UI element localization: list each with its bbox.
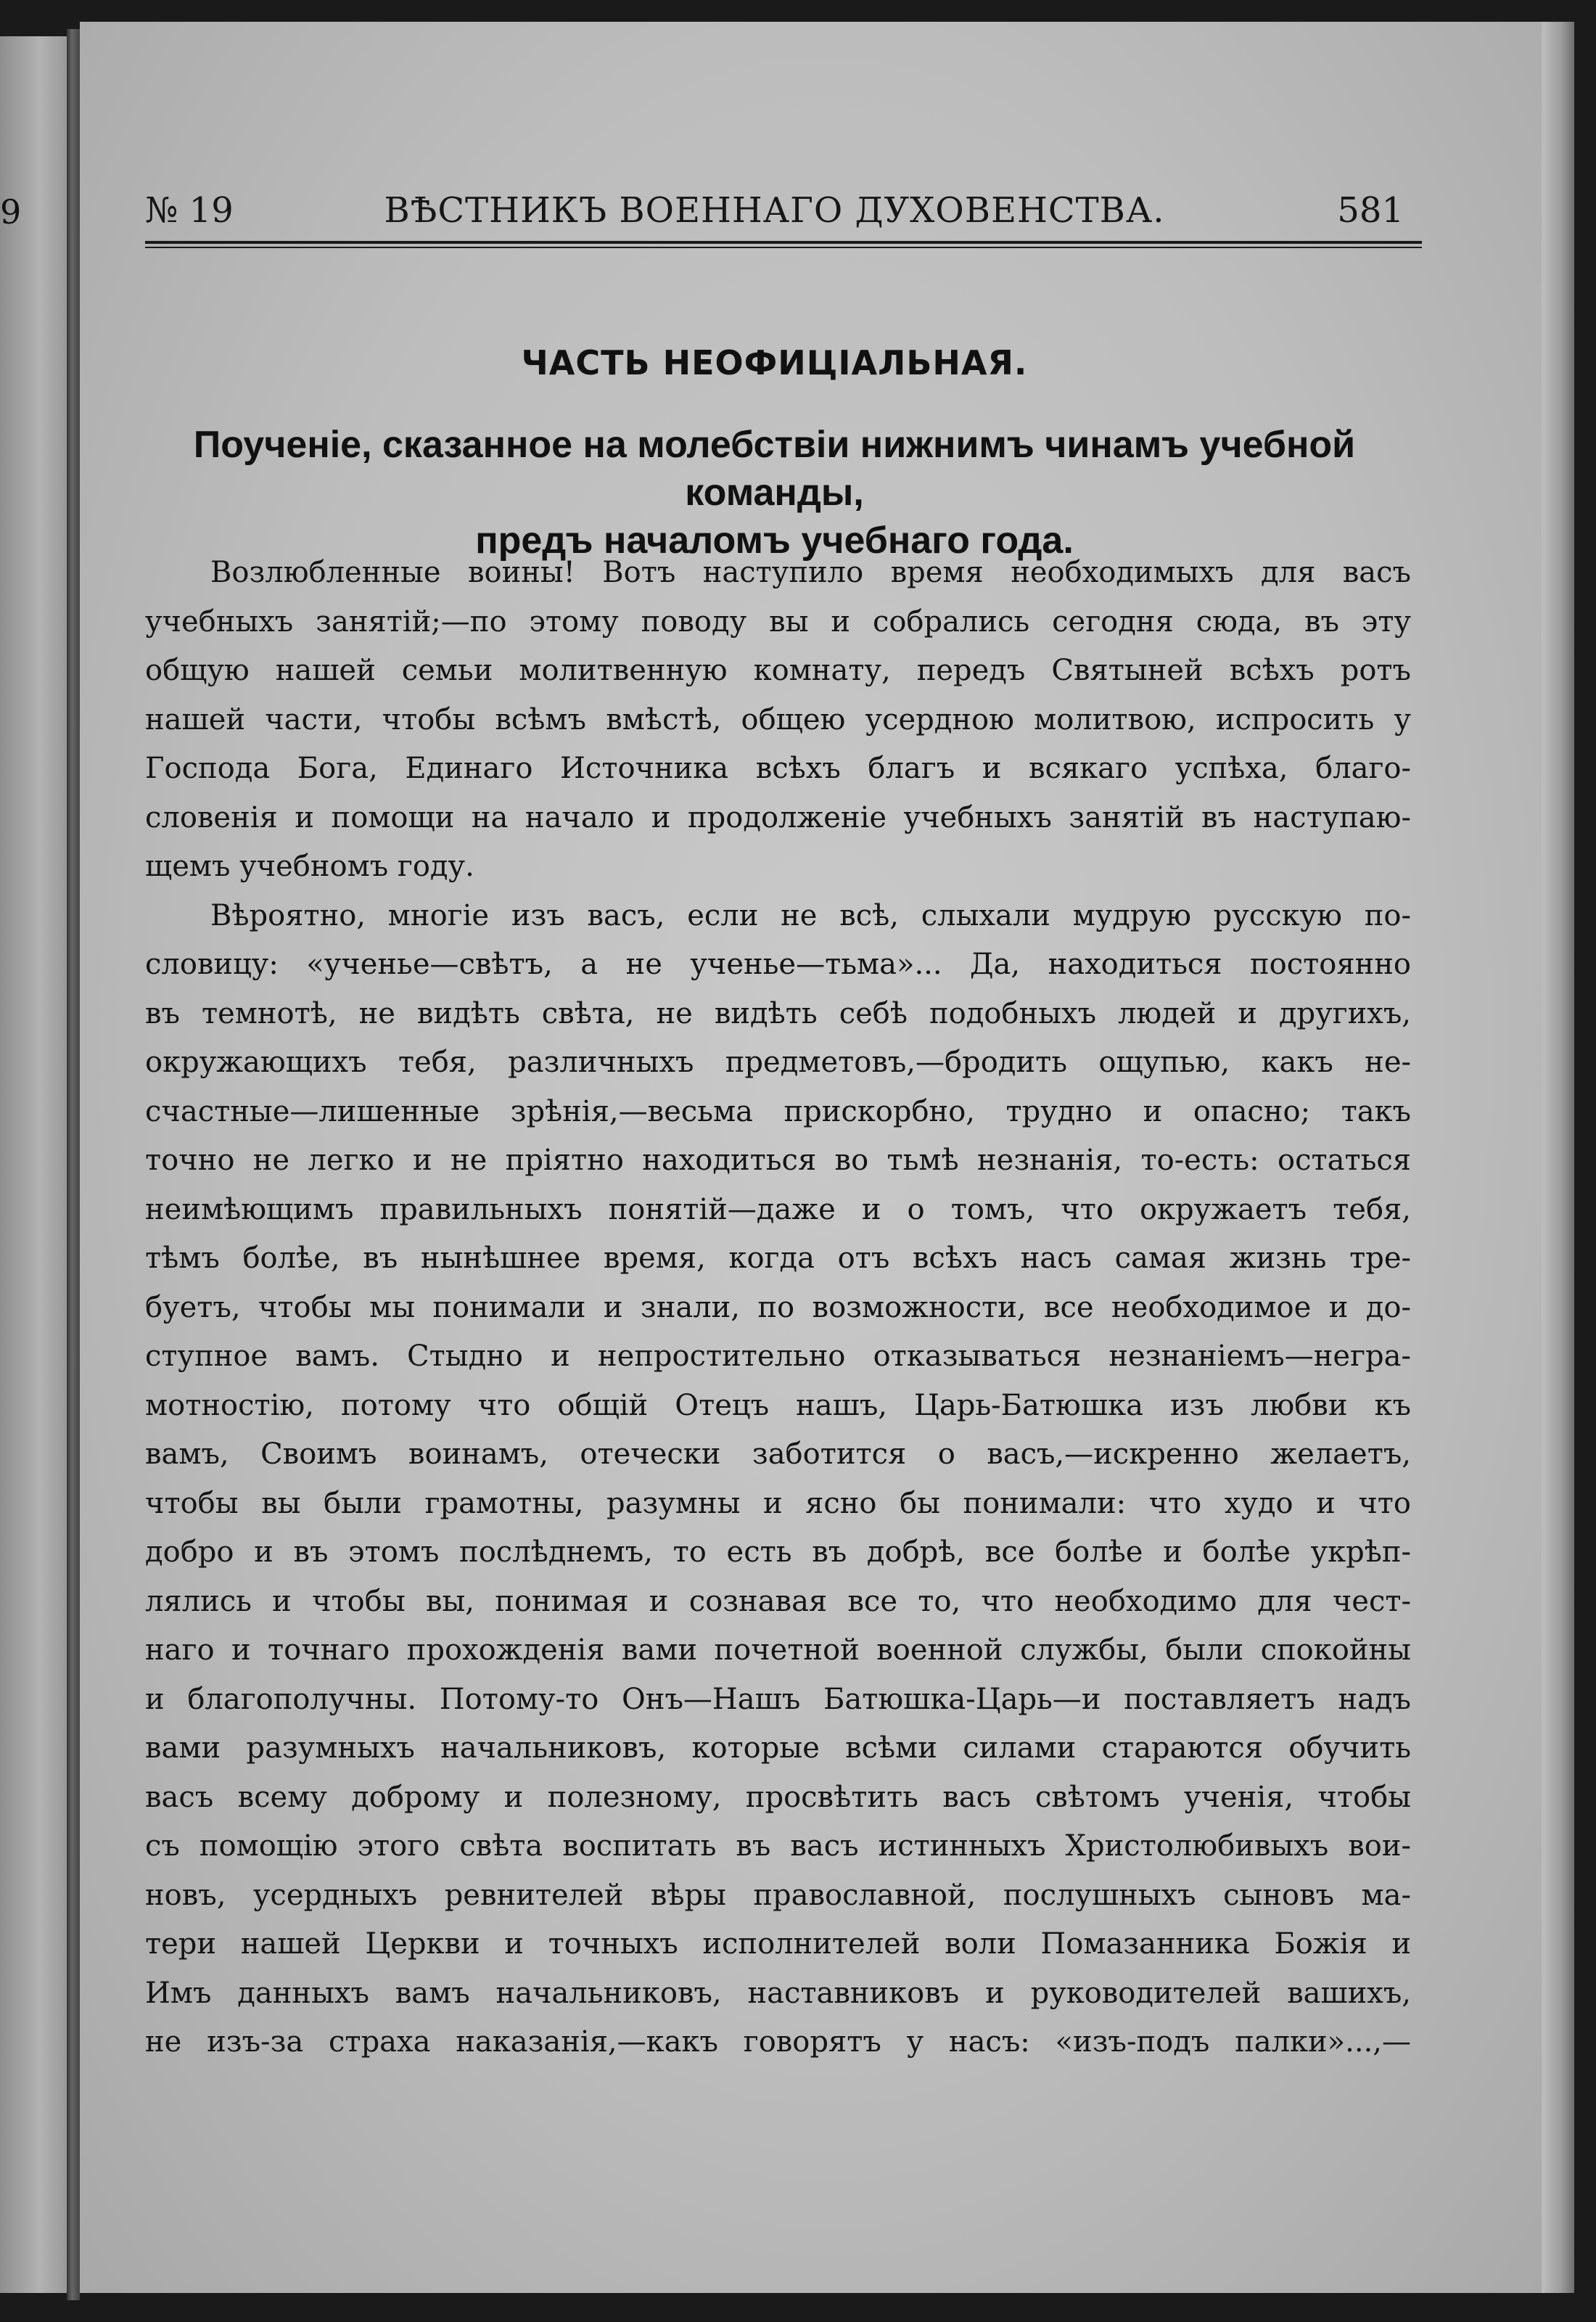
book-spine <box>67 29 80 2300</box>
text-line: Господа Бога, Единаго Источника всѣхъ благъ и всякаго успѣха, благо- <box>145 752 1411 785</box>
text-line: точно не легко и не пріятно находиться во тьмѣ незнанія, то-есть: остаться <box>145 1144 1411 1177</box>
text-line: новъ, усердныхъ ревнителей вѣры православной, послушныхъ сыновъ ма- <box>145 1878 1411 1912</box>
text-line: мотностію, потому что общій Отецъ нашъ, Царь-Батюшка изъ любви къ <box>145 1388 1411 1422</box>
text-line: щемъ учебномъ году. <box>145 850 474 883</box>
text-line: словицу: «ученье—свѣтъ, а не ученье—тьма»... Да, находиться постоянно <box>145 948 1411 981</box>
book-page <box>80 22 1574 2293</box>
text-line: васъ всему доброму и полезному, просвѣтить васъ свѣтомъ ученія, чтобы <box>145 1780 1411 1814</box>
text-line: счастные—лишенные зрѣнія,—весьма прискорбно, трудно и опасно; такъ <box>145 1094 1411 1128</box>
text-line: наго и точнаго прохожденія вами почетной военной службы, были спокойны <box>145 1633 1411 1667</box>
issue-number: № 19 <box>145 190 234 231</box>
article-title-line-1: Поученіе, сказанное на молебствіи нижнимъ чинамъ учебной команды, <box>193 424 1356 514</box>
header-rule <box>145 241 1422 244</box>
article-title-line-2: предъ началомъ учебнаго года. <box>475 520 1074 562</box>
article-body <box>145 549 1411 2067</box>
page-edge-shadow <box>1542 22 1574 2293</box>
text-line: словенія и помощи на начало и продолженіе учебныхъ занятій въ наступаю- <box>145 800 1411 834</box>
paragraph-1 <box>145 549 1411 892</box>
text-line: добро и въ этомъ послѣднемъ, то есть въ добрѣ, все болѣе и болѣе укрѣп- <box>145 1535 1411 1569</box>
text-line: учебныхъ занятій;—по этому поводу вы и собрались сегодня сюда, въ эту <box>145 604 1411 639</box>
text-line: не изъ-за страха наказанія,—какъ говорятъ у насъ: «изъ-подъ палки»...,— <box>145 2025 1411 2059</box>
running-header <box>145 185 1404 243</box>
header-rule-thin <box>145 247 1422 248</box>
section-title: ЧАСТЬ НЕОФИЦІАЛЬНАЯ. <box>521 343 1028 382</box>
journal-title: ВѢСТНИКЪ ВОЕННАГО ДУХОВЕНСТВА. <box>384 190 1165 231</box>
text-line: окружающихъ тебя, различныхъ предметовъ,—бродить ощупью, какъ не- <box>145 1046 1411 1079</box>
left-page-number-fragment: 9 <box>0 192 22 231</box>
text-line: нашей части, чтобы всѣмъ вмѣстѣ, общею усердною молитвою, испросить у <box>145 702 1411 737</box>
text-line: съ помощію этого свѣта воспитать въ васъ истинныхъ Христолюбивыхъ вои- <box>145 1829 1411 1863</box>
text-line: неимѣющимъ правильныхъ понятій—даже и о томъ, что окружаетъ тебя, <box>145 1192 1411 1226</box>
text-line: общую нашей семьи молитвенную комнату, передъ Святыней всѣхъ ротъ <box>145 654 1411 687</box>
page-number: 581 <box>1337 190 1404 231</box>
text-line: вамъ, Своимъ воинамъ, отечески заботится о васъ,—искренно желаетъ, <box>145 1437 1411 1471</box>
text-line: чтобы вы были грамотны, разумны и ясно бы понимали: что худо и что <box>145 1486 1411 1520</box>
text-line: тѣмъ болѣе, въ нынѣшнее время, когда отъ всѣхъ насъ самая жизнь тре- <box>145 1242 1411 1275</box>
left-page-edge <box>0 36 67 2293</box>
text-line: буетъ, чтобы мы понимали и знали, по возможности, все необходимое и до- <box>145 1290 1411 1324</box>
text-line: Имъ данныхъ вамъ начальниковъ, наставниковъ и руководителей вашихъ, <box>145 1976 1411 2010</box>
text-line: Возлюбленные воины! Вотъ наступило время необходимыхъ для васъ <box>210 556 1411 589</box>
text-line: ступное вамъ. Стыдно и непростительно отказываться незнаніемъ—негра- <box>145 1340 1411 1373</box>
text-line: лялись и чтобы вы, понимая и сознавая все то, что необходимо для чест- <box>145 1584 1411 1618</box>
text-line: Вѣроятно, многіе изъ васъ, если не всѣ, слыхали мудрую русскую по- <box>210 898 1411 932</box>
text-line: вами разумныхъ начальниковъ, которые всѣми силами стараются обучить <box>145 1731 1411 1765</box>
paragraph-2 <box>145 892 1411 2067</box>
article-title <box>145 421 1404 565</box>
text-line: и благополучны. Потому-то Онъ—Нашъ Батюшка-Царь—и поставляетъ надъ <box>145 1682 1411 1716</box>
text-line: въ темнотѣ, не видѣть свѣта, не видѣть себѣ подобныхъ людей и другихъ, <box>145 996 1411 1030</box>
text-line: тери нашей Церкви и точныхъ исполнителей воли Помазанника Божія и <box>145 1927 1411 1961</box>
